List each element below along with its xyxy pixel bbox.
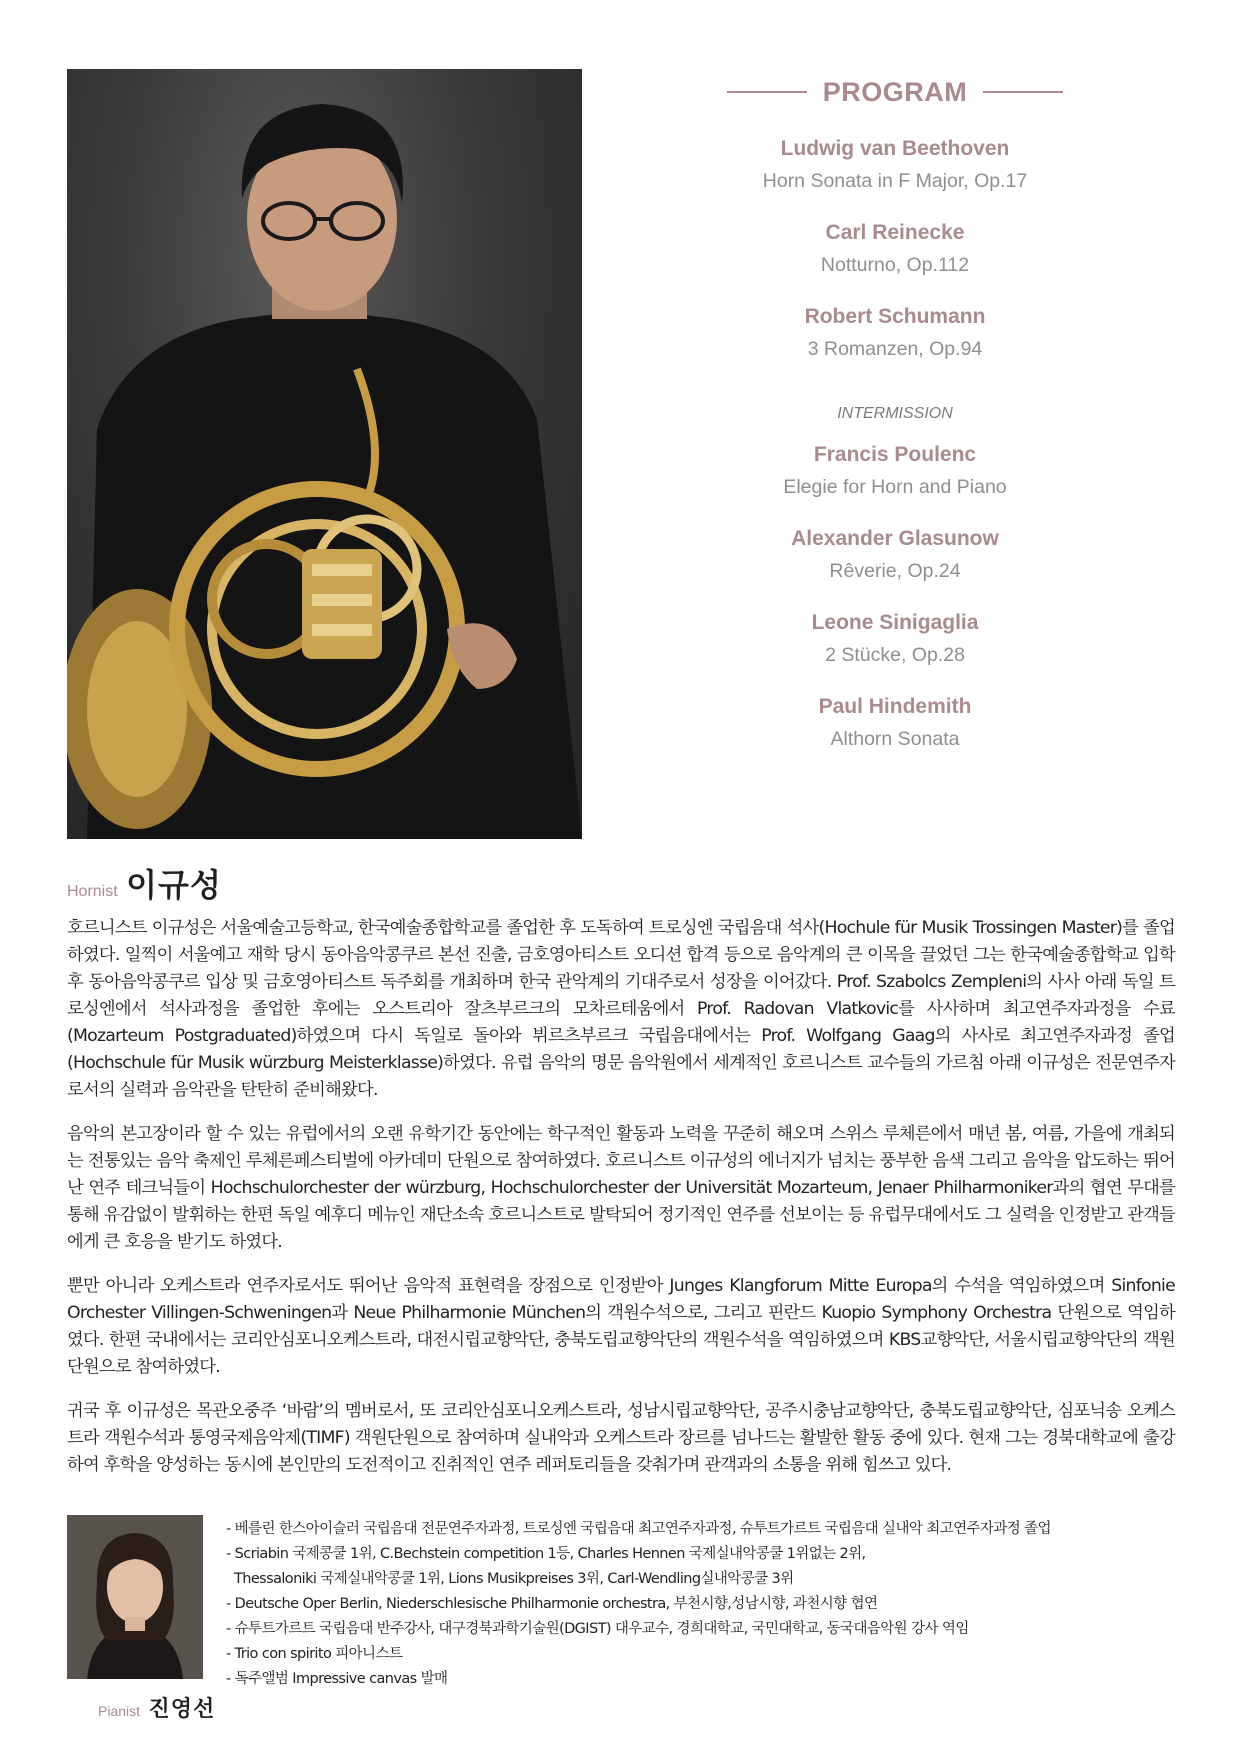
work-title: Elegie for Horn and Piano	[783, 476, 1007, 498]
pianist-credentials	[226, 1517, 1176, 1692]
hornist-bio	[67, 915, 1175, 1496]
credential-item: - 독주앨범 Impressive canvas 발매	[226, 1671, 448, 1687]
pianist-name: 진영선	[148, 1696, 216, 1721]
credential-item: - 베를린 한스아이슬러 국립음대 전문연주자과정, 트로싱엔 국립음대 최고연주자과정, 슈투트가르트 국립음대 실내악 최고연주자과정 졸업	[226, 1521, 1051, 1537]
hornist-name: 이규성	[126, 867, 222, 903]
program-header	[720, 70, 1070, 114]
work-title: Althorn Sonata	[830, 728, 960, 750]
pianist-role-label: Pianist	[98, 1703, 141, 1719]
bio-paragraph: 호르니스트 이규성은 서울예술고등학교, 한국예술종합학교를 졸업한 후 도독하여 트로싱엔 국립음대 석사(Hochule für Musik Trossingen Master)를 졸업하였다. 일찍이 서울예고 재학 당시 동아음악콩쿠르 본선 진출, 금호영아티스트 오디션 합격 등으로 음악계의 큰 이목을 끌었던 그는 한국예술종합학교 입학 후 동아음악콩쿠르 입상 및 금호영아티스트 독주회를 개최하며 한국 관악계의 기대주로서 성장을 이어갔다. Prof. Szabolcs Zempleni의 사사 아래 독일 트로싱엔에서 석사과정을 졸업한 후에는 오스트리아 잘츠부르크의 모차르테움에서 Prof. Radovan Vlatkovic를 사사하며 최고연주자과정을 수료(Mozarteum Postgraduated)하였으며 다시 독일로 돌아와 뷔르츠부르크 국립음대에서는 Prof. Wolfgang Gaag의 사사로 최고연주자과정 졸업(Hochschule für Musik würzburg Meisterklasse)하였다. 유럽 음악의 명문 음악원에서 세계적인 호르니스트 교수들의 가르침 아래 이규성은 전문연주자로서의 실력과 음악관을 탄탄히 준비해왔다.	[67, 918, 1175, 1100]
composer-name: Carl Reinecke	[825, 221, 965, 244]
bio-paragraph: 뿐만 아니라 오케스트라 연주자로서도 뛰어난 음악적 표현력을 장점으로 인정받아 Junges Klangforum Mitte Europa의 수석을 역임하였으며 Sinfonie Orchester Villingen-Schweningen과 Neue Philharmonie München의 객원수석으로, 그리고 핀란드 Kuopio Symphony Orchestra 단원으로 역임하였다. 한편 국내에서는 코리안심포니오케스트라, 대전시립교향악단, 충북도립교향악단의 객원수석을 역임하였으며 KBS교향악단, 서울시립교향악단의 객원단원으로 참여하였다.	[67, 1276, 1175, 1377]
credential-item: - 슈투트가르트 국립음대 반주강사, 대구경북과학기술원(DGIST) 대우교수, 경희대학교, 국민대학교, 동국대음악원 강사 역임	[226, 1621, 969, 1637]
composer-name: Ludwig van Beethoven	[780, 137, 1010, 160]
credential-item: - Trio con spirito 피아니스트	[226, 1646, 403, 1662]
bio-paragraph: 귀국 후 이규성은 목관오중주 ‘바람’의 멤버로서, 또 코리안심포니오케스트라, 성남시립교향악단, 공주시충남교향악단, 충북도립교향악단, 심포닉송 오케스트라 객원수석과 통영국제음악제(TIMF) 객원단원으로 참여하며 실내악과 오케스트라 장르를 넘나드는 활발한 활동 중에 있다. 현재 그는 경북대학교에 출강하여 후학을 양성하는 동시에 본인만의 도전적이고 진취적인 연주 레퍼토리들을 갖춰가며 관객과의 소통을 위해 힘쓰고 있다.	[67, 1401, 1175, 1475]
program-rule-right	[983, 91, 1063, 93]
hornist-heading	[67, 860, 222, 906]
program-title: PROGRAM	[822, 76, 968, 107]
program-section	[720, 70, 1070, 756]
composer-name: Robert Schumann	[804, 305, 986, 328]
pianist-photo	[67, 1515, 203, 1679]
program-piece	[720, 524, 1070, 588]
hornist-role-label: Hornist	[67, 883, 118, 900]
intermission-label: INTERMISSION	[837, 405, 953, 422]
work-title: 2 Stücke, Op.28	[825, 644, 965, 666]
bio-paragraph: 음악의 본고장이라 할 수 있는 유럽에서의 오랜 유학기간 동안에는 학구적인 활동과 노력을 꾸준히 해오며 스위스 루체른에서 매년 봄, 여름, 가을에 개최되는 전통있는 음악 축제인 루체른페스티벌에 아카데미 단원으로 참여하였다. 호르니스트 이규성의 에너지가 넘치는 풍부한 음색 그리고 음악을 압도하는 뛰어난 연주 테크닉들이 Hochschulorchester der würzburg, Hochschulorchester der Universität Mozarteum, Jenaer Philharmoniker과의 협연 무대를 통해 유감없이 발휘하는 한편 독일 예후디 메뉴인 재단소속 호르니스트로 발탁되어 정기적인 연주를 선보이는 등 유럽무대에서도 그 실력을 인정받고 관객들에게 큰 호응을 받기도 하였다.	[67, 1124, 1175, 1252]
work-title: Notturno, Op.112	[820, 254, 970, 276]
composer-name: Francis Poulenc	[813, 443, 977, 466]
program-piece	[720, 218, 1070, 282]
work-title: Rêverie, Op.24	[829, 560, 961, 582]
program-piece	[720, 134, 1070, 198]
program-piece	[720, 302, 1070, 366]
program-piece	[720, 608, 1070, 672]
program-rule-left	[727, 91, 807, 93]
composer-name: Paul Hindemith	[818, 695, 972, 718]
credential-item: - Scriabin 국제콩쿨 1위, C.Bechstein competition 1등, Charles Hennen 국제실내악콩쿨 1위없는 2위,	[226, 1546, 866, 1562]
hornist-photo	[67, 69, 582, 839]
composer-name: Leone Sinigaglia	[811, 611, 979, 634]
work-title: 3 Romanzen, Op.94	[807, 338, 983, 360]
credential-item: - Deutsche Oper Berlin, Niederschlesische Philharmonie orchestra, 부천시향,성남시향, 과천시향 협연	[226, 1596, 878, 1612]
composer-name: Alexander Glasunow	[791, 527, 999, 550]
program-piece	[720, 692, 1070, 756]
credential-item: Thessaloniki 국제실내악콩쿨 1위, Lions Musikpreises 3위, Carl-Wendling실내악콩쿨 3위	[226, 1571, 794, 1587]
pianist-heading	[98, 1692, 215, 1723]
program-piece	[720, 440, 1070, 504]
work-title: Horn Sonata in F Major, Op.17	[762, 170, 1028, 192]
